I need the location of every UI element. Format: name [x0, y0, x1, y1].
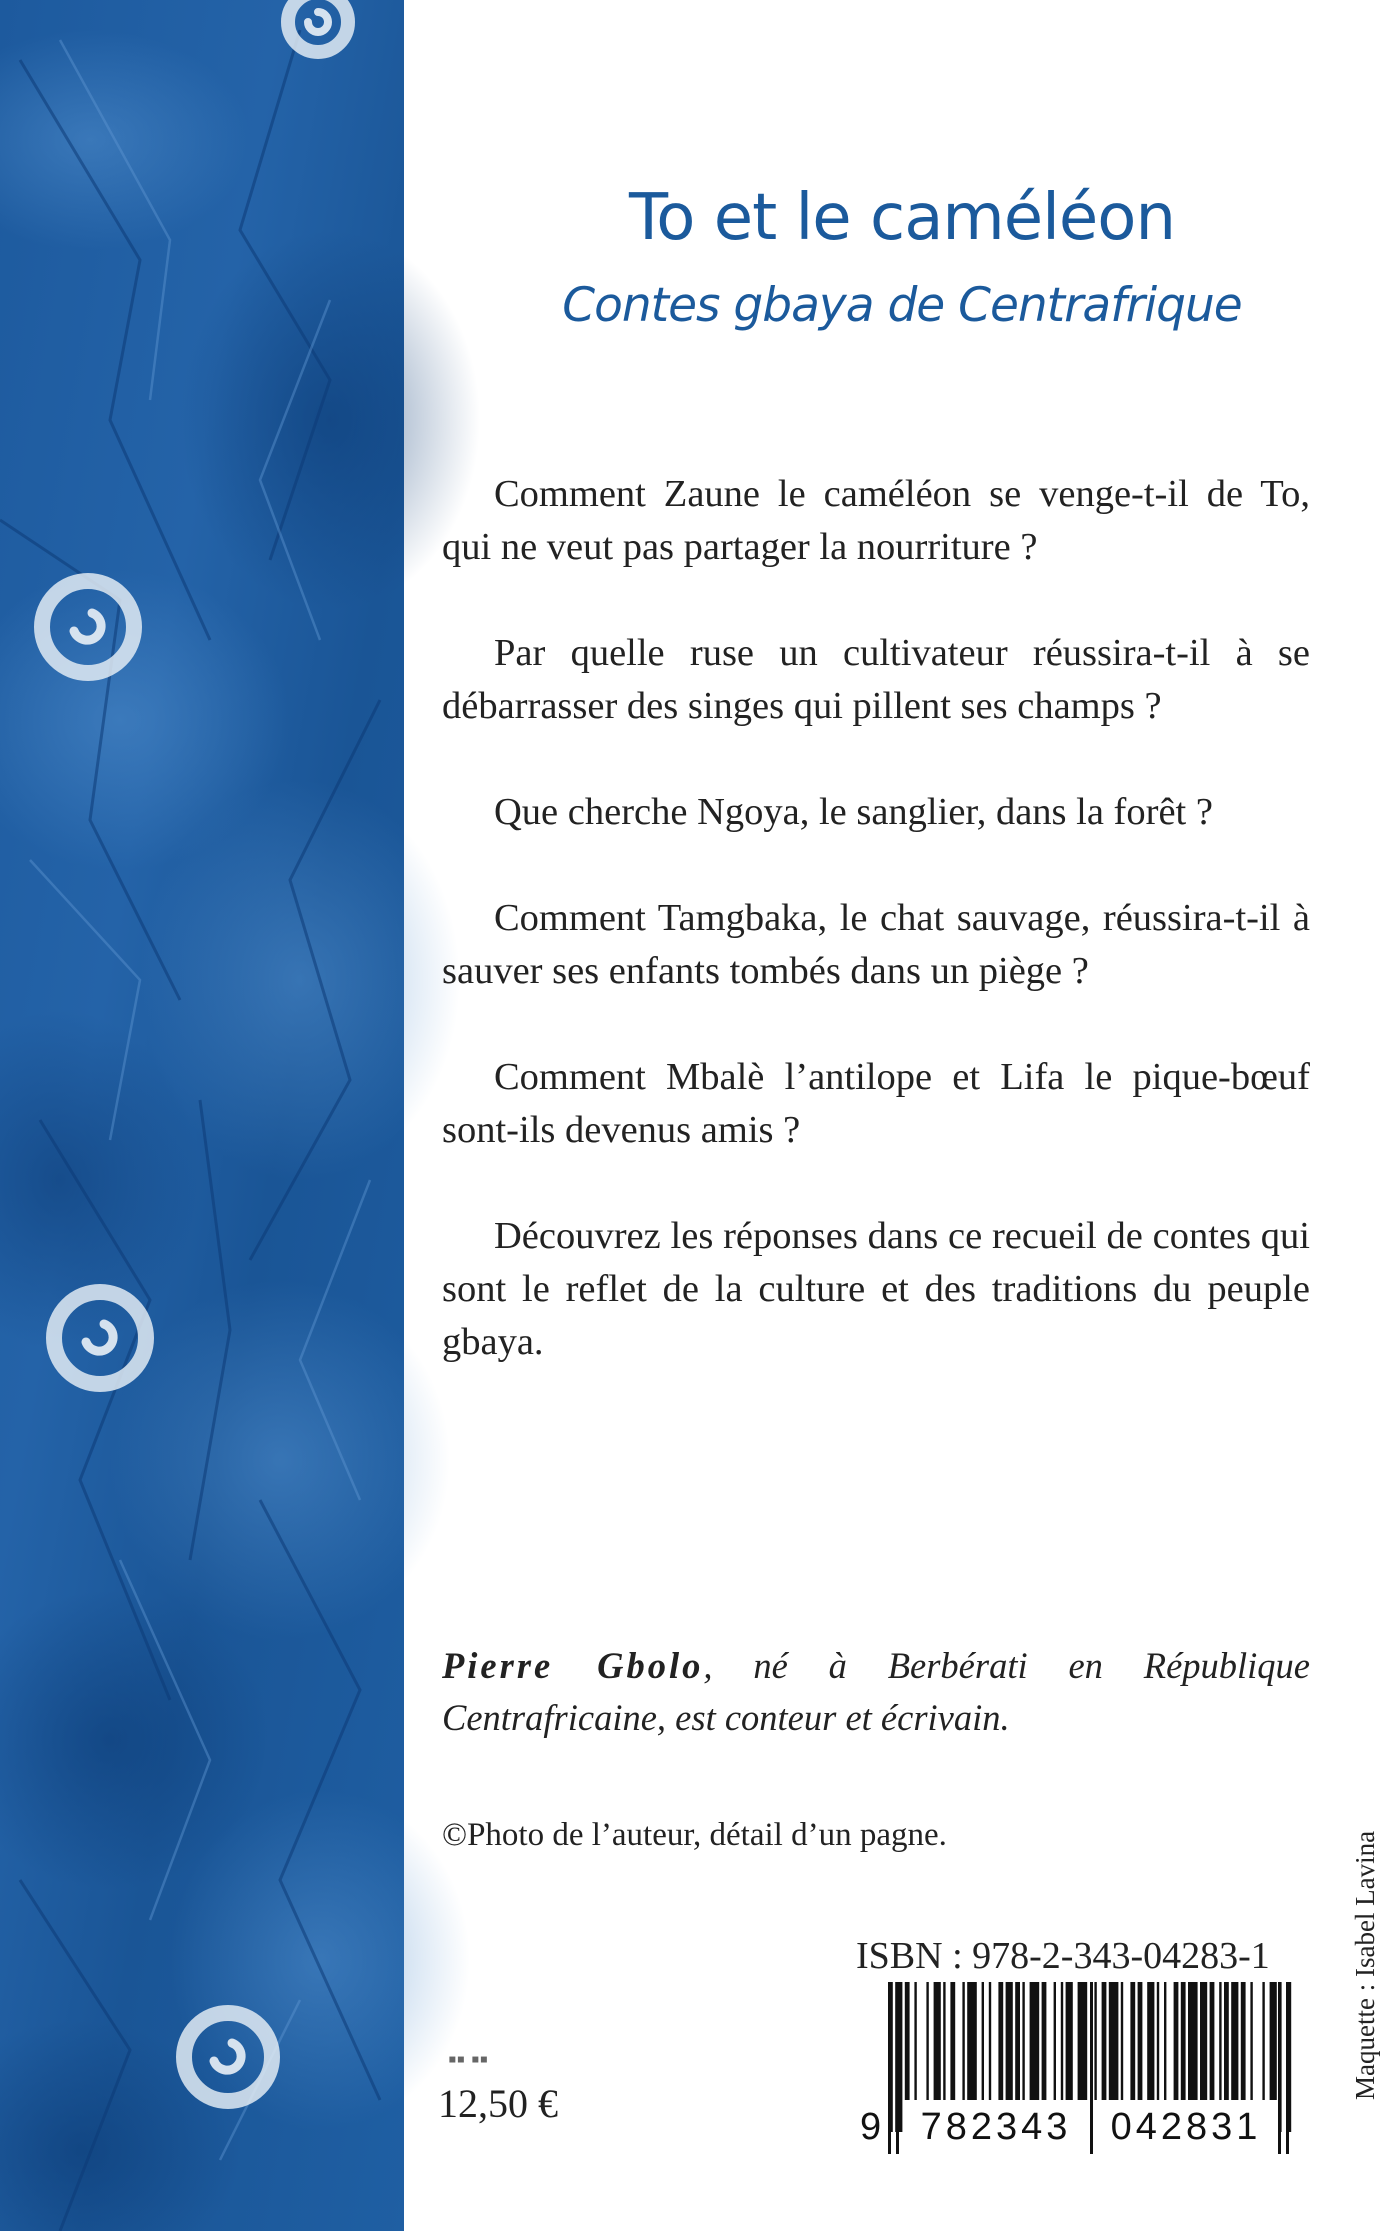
price: 12,50 €: [438, 2081, 558, 2126]
author-bio: [442, 1640, 1310, 1744]
barcode-right-group: 042831: [1094, 2100, 1278, 2154]
price-ghost-mark: ▪▪ ▪▪: [448, 2047, 489, 2073]
fabric-texture-svg: [0, 0, 404, 2231]
barcode-first-digit: 9: [860, 2100, 881, 2154]
blurb-paragraph: Comment Mbalè l’antilope et Lifa le pique-bœuf sont-ils devenus amis ?: [442, 1056, 1310, 1151]
photo-credit: ©Photo de l’auteur, détail d’un pagne.: [442, 1817, 947, 1853]
blurb-paragraph: Que cherche Ngoya, le sanglier, dans la forêt ?: [494, 791, 1213, 833]
barcode-digits: [848, 2100, 1308, 2156]
barcode: [848, 1982, 1308, 2157]
author-name: Pierre Gbolo: [442, 1645, 704, 1686]
barcode-left-group: 782343: [904, 2100, 1088, 2154]
book-title: To et le caméléon: [628, 181, 1176, 255]
blurb-paragraph: Découvrez les réponses dans ce recueil de contes qui sont le reflet de la culture et des traditions du peuple gbaya.: [442, 1215, 1310, 1363]
blurb-paragraph: Comment Tamgbaka, le chat sauvage, réussira-t-il à sauver ses enfants tombés dans un piège ?: [442, 897, 1310, 992]
book-subtitle: Contes gbaya de Centrafrique: [562, 278, 1242, 333]
cover-fabric-image: [0, 0, 404, 2231]
designer-credit: Maquette : Isabel Lavina: [1350, 1830, 1380, 2100]
blurb-paragraph: Par quelle ruse un cultivateur réussira-t-il à se débarrasser des singes qui pillent ses champs ?: [442, 632, 1310, 727]
author-bio-text: , né à Berbérati en République Centrafricaine, est conteur et écrivain.: [442, 1645, 1310, 1738]
blurb-paragraph: Comment Zaune le caméléon se venge-t-il de To, qui ne veut pas partager la nourriture ?: [442, 473, 1310, 568]
blurb: [442, 468, 1310, 1422]
isbn-label: ISBN : 978-2-343-04283-1: [856, 1935, 1270, 1977]
